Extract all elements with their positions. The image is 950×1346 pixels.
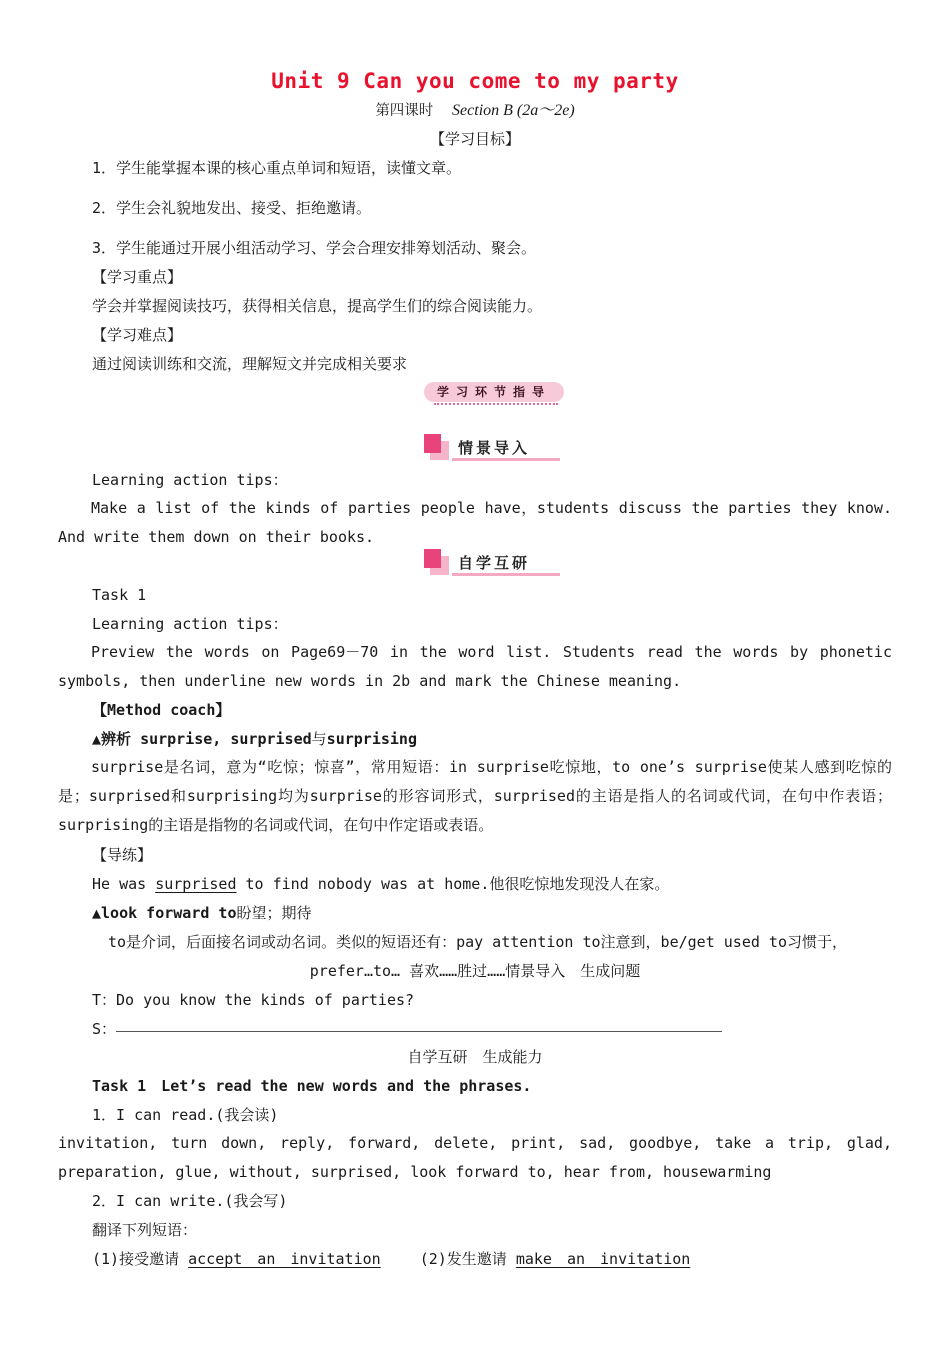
drill-heading: 【导练】 [92, 846, 153, 864]
difficulties-heading: 【学习难点】 [92, 326, 183, 344]
section-marker-icon [424, 434, 441, 453]
method-coach-heading: 【Method coach】 [92, 701, 231, 719]
section-underline [452, 458, 560, 461]
part2-task-heading: Task 1 Let’s read the new words and the phrases. [92, 1077, 532, 1095]
drill-text: to find nobody was at home.他很吃惊地发现没人在家。 [236, 875, 670, 893]
point-marker: ▲辨析 [92, 730, 141, 748]
section-label: 自学互研 [458, 554, 531, 572]
answer-blank-line [116, 1031, 722, 1032]
word-list: invitation, turn down, reply, forward, delete, print, sad, goodbye, take a trip, glad, preparation, glue, without, surprised, look forward to, hear from, housewarming [58, 1134, 892, 1181]
part2-heading: 自学互研 生成能力 [407, 1048, 543, 1066]
translate-items [92, 1249, 690, 1269]
item-answer: make an invitation [515, 1250, 691, 1268]
section-label: 情景导入 [458, 439, 531, 457]
method-point-2-title [92, 903, 312, 923]
objective-item-3: 3．学生能通过开展小组活动学习、学会合理安排筹划活动、聚会。 [92, 239, 537, 257]
lesson-subtitle [0, 101, 950, 121]
point-words: surprise, surprised [140, 730, 312, 748]
key-points-text: 学会并掌握阅读技巧，获得相关信息，提高学生们的综合阅读能力。 [92, 297, 543, 315]
objective-item-2: 2．学生会礼貌地发出、接受、拒绝邀请。 [92, 199, 372, 217]
banner-underline [434, 403, 558, 405]
intro-tips-label: Learning action tips： [92, 471, 288, 489]
method-point-2-line-2: prefer…to… 喜欢……胜过……情景导入 生成问题 [309, 962, 641, 980]
section-header-intro [424, 434, 560, 462]
self-study-tips-text: Preview the words on Page69－70 in the word list. Students read the words by phonetic symbols, then underline new words in 2b and mark the Chinese meaning. [58, 643, 892, 690]
point-meaning: 盼望；期待 [236, 904, 312, 922]
objectives-heading: 【学习目标】 [429, 130, 520, 148]
translate-label: 翻译下列短语： [92, 1221, 198, 1239]
point-word-last: surprising [326, 730, 417, 748]
item-prompt: (2)发生邀请 [419, 1250, 516, 1268]
difficulties-text: 通过阅读训练和交流，理解短文并完成相关要求 [92, 355, 408, 373]
method-point-2-line-1: to是介词，后面接名词或动名词。类似的短语还有：pay attention to注意到，be/get used to习惯于， [108, 933, 847, 951]
intro-tips-text: Make a list of the kinds of parties people have，students discuss the parties they know. And write them down on their books. [58, 499, 892, 546]
drill-sentence [92, 874, 669, 894]
read-label: 1．I can read.(我会读) [92, 1106, 279, 1124]
self-study-tips-label: Learning action tips： [92, 615, 288, 633]
section-marker-icon [424, 549, 441, 568]
study-guide-banner [424, 381, 564, 407]
teacher-question: T：Do you know the kinds of parties? [92, 991, 415, 1009]
drill-text: He was [92, 875, 156, 893]
method-point-1-title [92, 729, 417, 749]
write-label: 2．I can write.(我会写) [92, 1192, 288, 1210]
item-prompt: (1)接受邀请 [92, 1250, 189, 1268]
item-answer: accept an invitation [188, 1250, 381, 1268]
lesson-period: 第四课时 [375, 103, 434, 119]
objective-item-1: 1．学生能掌握本课的核心重点单词和短语，读懂文章。 [92, 159, 462, 177]
key-points-heading: 【学习重点】 [92, 268, 183, 286]
section-underline [452, 573, 560, 576]
drill-answer: surprised [155, 875, 237, 893]
point-joiner: 与 [311, 730, 327, 748]
student-answer-label: S： [92, 1020, 117, 1038]
page-title: Unit 9 Can you come to my party [271, 69, 679, 93]
section-header-self-study [424, 549, 560, 577]
lesson-section: Section B (2a～2e) [452, 102, 575, 119]
method-point-1-text: surprise是名词，意为“吃惊；惊喜”，常用短语：in surprise吃惊地，to one’s surprise使某人感到吃惊的是；surprised和surprising均为surprise的形容词形式，surprised的主语是指人的名词或代词，在句中作表语；surprising的主语是指物的名词或代词，在句中作定语或表语。 [58, 758, 892, 834]
task-heading: Task 1 [92, 586, 147, 604]
point-words: ▲look forward to [92, 904, 237, 922]
banner-label: 学习环节指导 [436, 385, 551, 399]
